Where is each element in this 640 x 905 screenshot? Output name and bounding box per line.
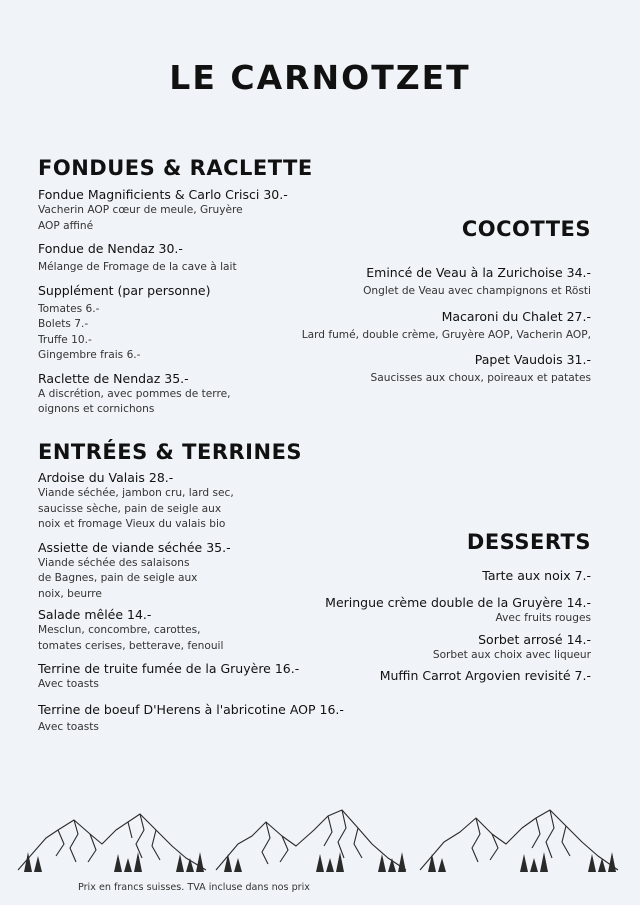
menu-item [261,264,591,300]
menu-item [261,567,591,584]
item-name: Fondue Magnificients & Carlo Crisci 30.- [38,187,288,202]
item-desc: Saucisses aux choux, poireaux et patates [370,372,591,384]
menu-item [38,186,308,234]
menu-item [261,631,591,664]
item-desc: Vacherin AOP cœur de meule, Gruyère [38,204,243,216]
item-name: Papet Vaudois 31.- [474,352,591,367]
item-desc: Sorbet aux choix avec liqueur [432,648,591,661]
section-title-desserts: DESSERTS [466,530,591,554]
item-name: Salade mêlée 14.- [38,607,152,622]
item-desc: AOP affiné [38,219,94,232]
item-desc: Avec fruits rouges [495,612,591,624]
item-desc: Bolets 7.- [38,318,89,330]
section-title-cocottes: COCOTTES [461,217,591,241]
desserts-list [261,567,591,684]
item-desc: Gingembre frais 6.- [38,349,141,361]
item-name: Ardoise du Valais 28.- [38,470,174,485]
section-title-entrees: ENTRÉES & TERRINES [38,440,303,464]
item-desc: Avec toasts [38,720,99,733]
item-name: Supplément (par personne) [38,282,211,298]
item-name: Fondue de Nendaz 30.- [38,241,183,256]
mountains-illustration [16,800,620,878]
menu-title: LE CARNOTZET [169,58,471,97]
item-name: Tarte aux noix 7.- [482,568,591,583]
item-desc: Avec toasts [38,678,99,690]
item-desc: Lard fumé, double crème, Gruyère AOP, Vacherin AOP, [301,328,591,341]
item-desc: de Bagnes, pain de seigle aux [38,572,198,584]
item-desc: tomates cerises, betterave, fenouil [38,639,224,652]
item-desc: Mesclun, concombre, carottes, [38,624,201,636]
item-desc: Viande séchée des salaisons [38,556,190,569]
item-name: Emincé de Veau à la Zurichoise 34.- [366,265,591,280]
item-desc: noix, beurre [38,587,102,600]
item-name: Terrine de truite fumée de la Gruyère 16.- [38,661,300,676]
footer-note: Prix en francs suisses. TVA incluse dans nos prix [78,882,310,893]
item-name: Sorbet arrosé 14.- [478,631,591,647]
item-name: Assiette de viande séchée 35.- [38,539,231,555]
item-name: Meringue crème double de la Gruyère 14.- [325,595,591,610]
item-desc: saucisse sèche, pain de seigle aux [38,502,222,515]
item-desc: A discrétion, avec pommes de terre, [38,387,231,400]
item-desc: Onglet de Veau avec champignons et Rösti [363,285,591,297]
item-name: Raclette de Nendaz 35.- [38,370,189,386]
menu-item [38,469,358,533]
item-desc: Truffe 10.- [38,333,92,346]
item-desc: Viande séchée, jambon cru, lard sec, [38,487,234,499]
item-desc: Tomates 6.- [38,302,100,315]
section-title-fondues: FONDUES & RACLETTE [38,156,313,180]
item-name: Terrine de boeuf D'Herens à l'abricotine AOP 16.- [38,701,344,717]
menu-item [38,701,358,736]
item-name: Macaroni du Chalet 27.- [441,308,591,324]
menu-item [261,667,591,684]
item-desc: Mélange de Fromage de la cave à lait [38,261,237,273]
item-desc: noix et fromage Vieux du valais bio [38,518,226,530]
menu-item [261,351,591,387]
menu-item [261,308,591,344]
item-name: Muffin Carrot Argovien revisité 7.- [379,668,591,683]
item-desc: oignons et cornichons [38,403,155,415]
cocottes-list [261,264,591,387]
menu-item [261,594,591,627]
